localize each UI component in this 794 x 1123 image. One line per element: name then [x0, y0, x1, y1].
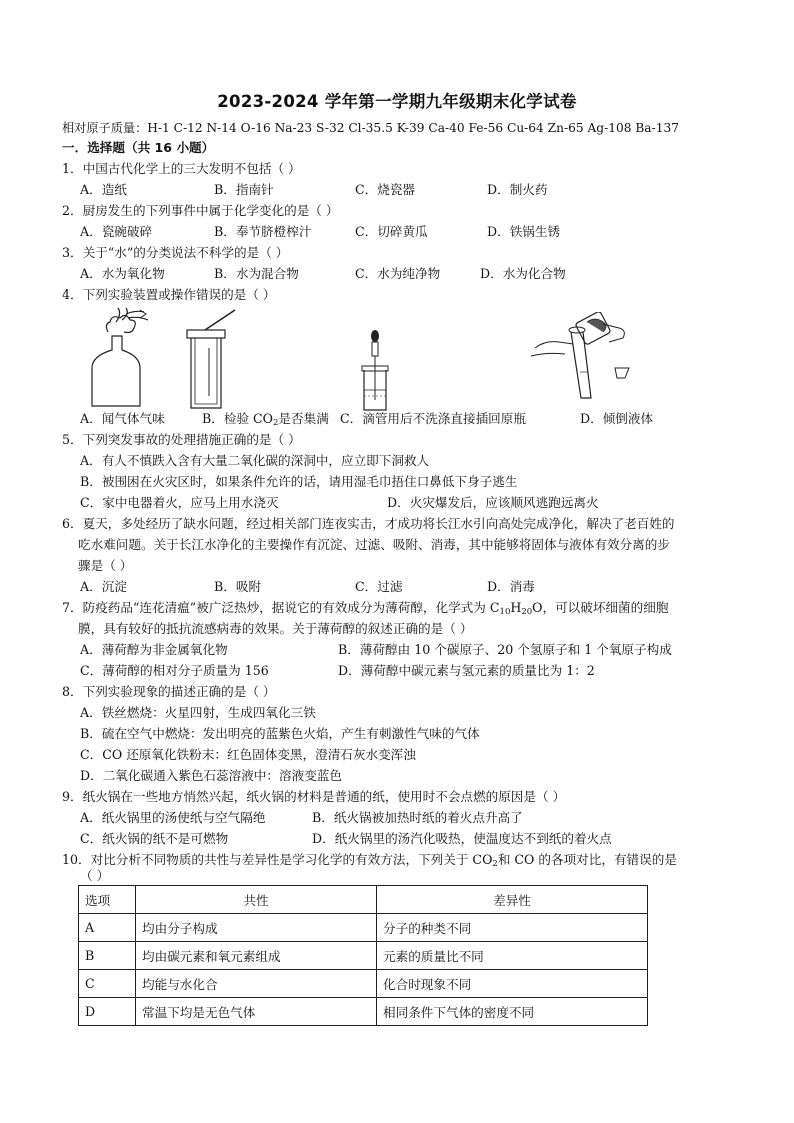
q8-option-c[interactable]: C．CO 还原氧化铁粉末：红色固体变黑，澄清石灰水变浑浊: [80, 747, 416, 762]
table-cell: B: [79, 942, 136, 970]
q4-option-b[interactable]: B．检验 $CO_2$是否集满: [202, 411, 329, 428]
question-7-stem-line-1: 7．防疫药品“连花清瘟”被广泛热炒，据说它的有效成分为薄荷醇，化学式为 $C_{10}H_{20}O$，可以破坏细菌的细胞: [62, 600, 669, 617]
dropper-figure: [350, 330, 400, 412]
table-cell: 化合时现象不同: [377, 970, 648, 998]
co2-test-figure: [175, 308, 245, 410]
table-cell: 均由碳元素和氧元素组成: [136, 942, 377, 970]
table-header-cell: 选项: [79, 886, 136, 914]
q1-option-d[interactable]: D．制火药: [487, 182, 548, 197]
q7-option-d[interactable]: D．薄荷醇中碳元素与氢元素的质量比为 1：2: [338, 663, 595, 678]
table-cell: 相同条件下气体的密度不同: [377, 998, 648, 1026]
q4-figures: [60, 306, 720, 414]
q4-option-a[interactable]: A．闻气体气味: [80, 411, 165, 426]
q8-option-a[interactable]: A．铁丝燃烧：火星四射，生成四氧化三铁: [80, 705, 316, 720]
table-cell: 常温下均是无色气体: [136, 998, 377, 1026]
q1-option-a[interactable]: A．造纸: [80, 182, 127, 197]
q9-option-d[interactable]: D．纸火锅里的汤汽化吸热，使温度达不到纸的着火点: [312, 831, 612, 846]
q2-option-d[interactable]: D．铁锅生锈: [487, 224, 561, 239]
table-row[interactable]: [79, 970, 648, 998]
question-8-stem: 8．下列实验现象的描述正确的是（ ）: [62, 684, 276, 699]
question-6-stem-line-3: 骤是（ ）: [78, 558, 133, 573]
table-row[interactable]: [79, 998, 648, 1026]
q10-comparison-table: [78, 885, 648, 1026]
question-3-stem: 3．关于“水”的分类说法不科学的是（ ）: [62, 245, 289, 260]
table-header-cell: 差异性: [377, 886, 648, 914]
table-cell: 均能与水化合: [136, 970, 377, 998]
table-header-cell: 共性: [136, 886, 377, 914]
question-7-stem-line-2: 膜，具有较好的抵抗流感病毒的效果。关于薄荷醇的叙述正确的是（ ）: [78, 621, 473, 636]
q5-option-b[interactable]: B．被围困在火灾区时，如果条件允许的话，请用湿毛巾捂住口鼻低下身子逃生: [80, 474, 518, 489]
table-cell: A: [79, 914, 136, 942]
question-10-stem-line-2: （ ）: [80, 868, 110, 883]
q7-option-a[interactable]: A．薄荷醇为非金属氧化物: [80, 642, 228, 657]
q7-option-b[interactable]: B．薄荷醇由 10 个碳原子、20 个氢原子和 1 个氧原子构成: [338, 642, 672, 657]
q9-option-b[interactable]: B．纸火锅被加热时纸的着火点升高了: [312, 810, 523, 825]
q5-option-a[interactable]: A．有人不慎跌入含有大量二氧化碳的深洞中，应立即下洞救人: [80, 453, 430, 468]
q3-option-a[interactable]: A．水为氧化物: [80, 266, 165, 281]
q8-option-b[interactable]: B．硫在空气中燃烧：发出明亮的蓝紫色火焰，产生有刺激性气味的气体: [80, 726, 480, 741]
question-9-stem: 9．纸火锅在一些地方悄然兴起，纸火锅的材料是普通的纸，使用时不会点燃的原因是（ ）: [62, 789, 566, 804]
table-cell: 元素的质量比不同: [377, 942, 648, 970]
q5-option-d[interactable]: D．火灾爆发后，应该顺风逃跑远离火: [387, 495, 599, 510]
section-heading: 一．选择题（共 16 小题）: [62, 140, 215, 155]
table-cell: D: [79, 998, 136, 1026]
q6-option-d[interactable]: D．消毒: [487, 579, 535, 594]
q2-option-b[interactable]: B．奉节脐橙榨汁: [214, 224, 312, 239]
q6-option-c[interactable]: C．过滤: [355, 579, 403, 594]
table-cell: 分子的种类不同: [377, 914, 648, 942]
q4-option-c[interactable]: C．滴管用后不洗涤直接插回原瓶: [340, 411, 526, 426]
q5-option-c[interactable]: C．家中电器着火，应马上用水浇灭: [80, 495, 279, 510]
q9-option-a[interactable]: A．纸火锅里的汤使纸与空气隔绝: [80, 810, 266, 825]
q8-option-d[interactable]: D．二氧化碳通入紫色石蕊溶液中：溶液变蓝色: [80, 768, 342, 783]
q4-option-d[interactable]: D．倾倒液体: [580, 411, 654, 426]
q1-option-b[interactable]: B．指南针: [214, 182, 274, 197]
table-row[interactable]: [79, 914, 648, 942]
pour-liquid-figure: [525, 312, 635, 410]
question-5-stem: 5．下列突发事故的处理措施正确的是（ ）: [62, 432, 301, 447]
table-row[interactable]: [79, 942, 648, 970]
question-10-stem-line-1: 10．对比分析不同物质的共性与差异性是学习化学的有效方法，下列关于 $CO_2$和 CO 的各项对比，有错误的是: [62, 852, 677, 869]
question-4-stem: 4．下列实验装置或操作错误的是（ ）: [62, 287, 276, 302]
question-1-stem: 1．中国古代化学上的三大发明不包括（ ）: [62, 161, 301, 176]
question-2-stem: 2．厨房发生的下列事件中属于化学变化的是（ ）: [62, 203, 339, 218]
q3-option-c[interactable]: C．水为纯净物: [355, 266, 441, 281]
question-6-stem-line-1: 6．夏天，多处经历了缺水问题，经过相关部门连夜实击，才成功将长江水引向高处完成净化，解决了老百姓的: [62, 516, 675, 531]
table-header-row: [79, 886, 648, 914]
atomic-masses: 相对原子质量：H-1 C-12 N-14 O-16 Na-23 S-32 Cl-35.5 K-39 Ca-40 Fe-56 Cu-64 Zn-65 Ag-108 Ba-137: [62, 121, 679, 135]
q6-option-b[interactable]: B．吸附: [214, 579, 262, 594]
exam-title: 2023-2024 学年第一学期九年级期末化学试卷: [217, 92, 577, 111]
table-cell: C: [79, 970, 136, 998]
q7-option-c[interactable]: C．薄荷醇的相对分子质量为 156: [80, 663, 269, 678]
smell-gas-figure: [82, 306, 162, 410]
question-6-stem-line-2: 吃水难问题。关于长江水净化的主要操作有沉淀、过滤、吸附、消毒，其中能够将固体与液体有效分离的步: [78, 537, 670, 552]
q1-option-c[interactable]: C．烧瓷器: [355, 182, 416, 197]
q6-option-a[interactable]: A．沉淀: [80, 579, 127, 594]
q3-option-b[interactable]: B．水为混合物: [214, 266, 299, 281]
q2-option-c[interactable]: C．切碎黄瓜: [355, 224, 428, 239]
q2-option-a[interactable]: A．瓷碗破碎: [80, 224, 153, 239]
table-cell: 均由分子构成: [136, 914, 377, 942]
q9-option-c[interactable]: C．纸火锅的纸不是可燃物: [80, 831, 229, 846]
q3-option-d[interactable]: D．水为化合物: [480, 266, 566, 281]
